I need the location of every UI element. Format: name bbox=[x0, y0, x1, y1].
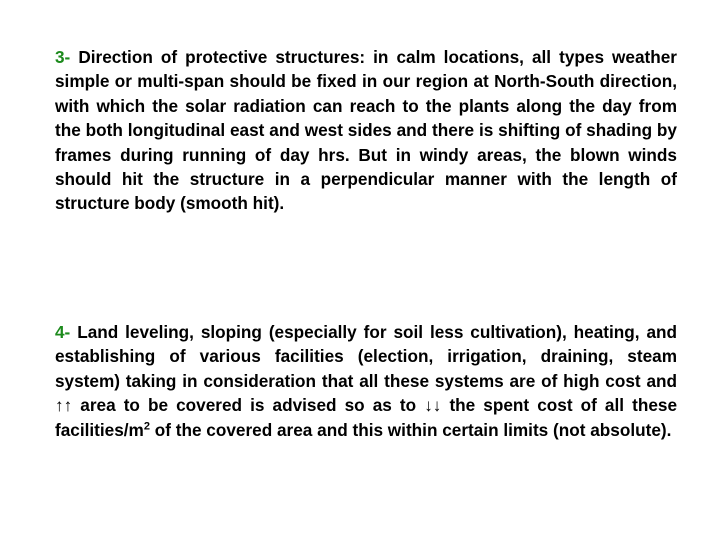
paragraph-direction-of-structures bbox=[55, 45, 677, 216]
item-number-3: 3- bbox=[55, 47, 71, 67]
paragraph-4-text-part2: area to be covered is advised so as to bbox=[72, 395, 425, 416]
up-arrows-symbol: ↑↑ bbox=[55, 395, 73, 416]
paragraph-4-text-part1: Land leveling, sloping (especially for soil less cultivation), heating, and establishing of various facilities (election, irrigation, draining, steam system) taking in consideration that all these systems are of high cost and bbox=[55, 322, 677, 391]
paragraph-4-text-part4: of the covered area and this within certain limits (not absolute). bbox=[149, 419, 672, 440]
paragraph-land-leveling bbox=[55, 320, 677, 442]
down-arrows-symbol: ↓↓ bbox=[424, 395, 442, 416]
paragraph-4-text-part3: the spent cost of all these facilities/m bbox=[55, 395, 678, 440]
paragraph-3-text: Direction of protective structures: in calm locations, all types weather simple or multi-span should be fixed in our region at North-South direction, with which the solar radiation can reach to the plants along the day from the both longitudinal east and west sides and there is shifting of shading by frames during running of day hrs. But in windy areas, the blown winds should hit the structure in a perpendicular manner with the length of structure body (smooth hit). bbox=[55, 47, 677, 214]
item-number-4: 4- bbox=[55, 322, 71, 342]
square-superscript: 2 bbox=[143, 419, 150, 432]
